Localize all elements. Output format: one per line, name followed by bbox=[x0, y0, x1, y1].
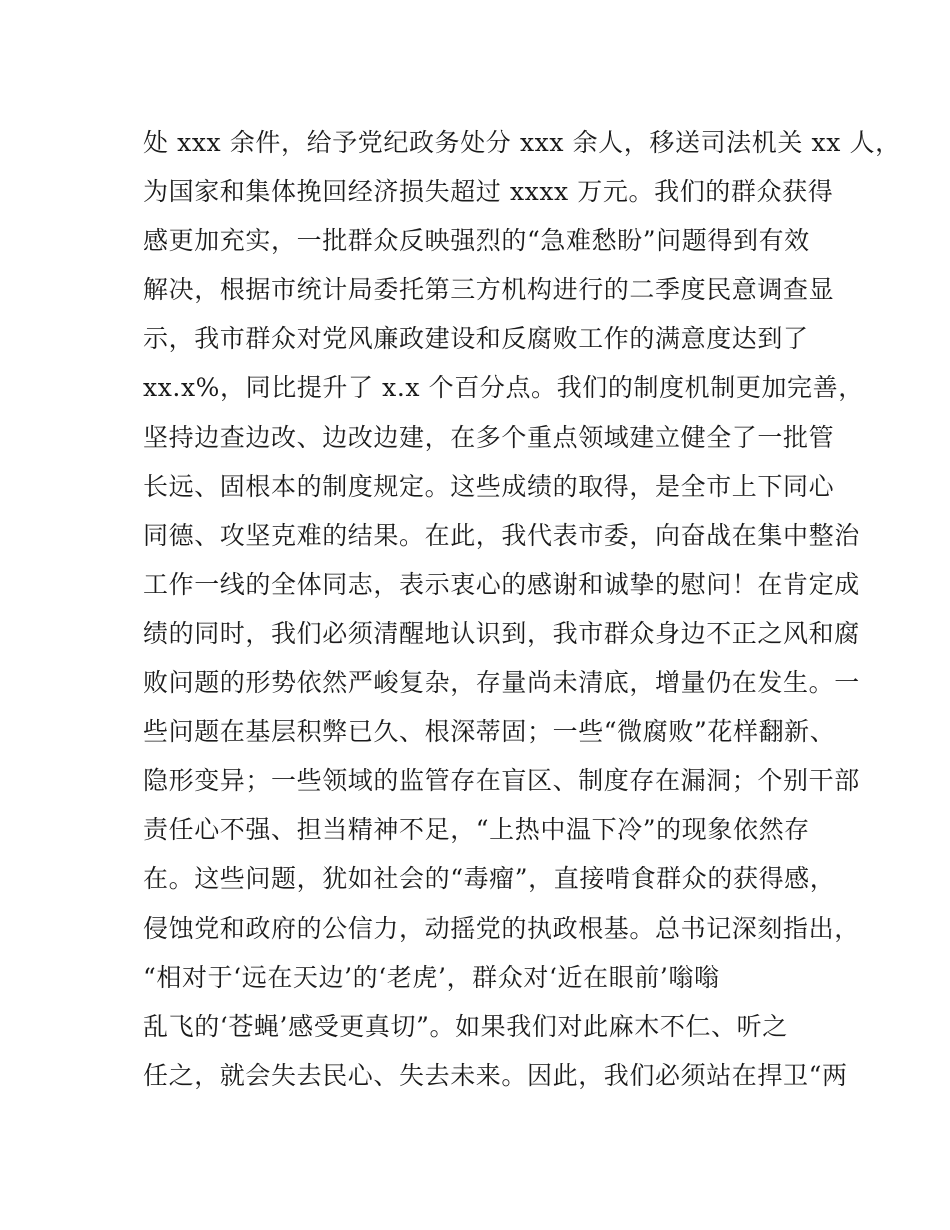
text-line: 解决，根据市统计局委托第三方机构进行的二季度民意调查显 bbox=[143, 275, 835, 305]
text-line: 绩的同时，我们必须清醒地认识到，我市群众身边不正之风和腐 bbox=[143, 618, 860, 648]
text-line: 在。这些问题，犹如社会的“毒瘤”，直接啃食群众的获得感， bbox=[143, 864, 836, 894]
text-line: 坚持边查边改、边改边建，在多个重点领域建立健全了一批管 bbox=[143, 422, 835, 452]
text-line: 同德、攻坚克难的结果。在此，我代表市委，向奋战在集中整治 bbox=[143, 520, 860, 550]
text-line: 败问题的形势依然严峻复杂，存量尚未清底，增量仍在发生。一 bbox=[143, 668, 860, 698]
text-line: 责任心不强、担当精神不足，“上热中温下冷”的现象依然存 bbox=[143, 815, 810, 845]
text-line: 长远、固根本的制度规定。这些成绩的取得，是全市上下同心 bbox=[143, 471, 835, 501]
text-line: 任之，就会失去民心、失去未来。因此，我们必须站在捍卫“两 bbox=[143, 1060, 848, 1090]
text-line: 工作一线的全体同志，表示衷心的感谢和诚挚的慰问！在肯定成 bbox=[143, 569, 860, 599]
text-line: 感更加充实，一批群众反映强烈的“急难愁盼”问题得到有效 bbox=[143, 226, 810, 256]
text-line: 处 xxx 余件，给予党纪政务处分 xxx 余人，移送司法机关 xx 人， bbox=[143, 128, 901, 157]
text-line: xx.x%，同比提升了 x.x 个百分点。我们的制度机制更加完善， bbox=[143, 373, 864, 403]
text-line: 些问题在基层积弊已久、根深蒂固；一些“微腐败”花样翻新、 bbox=[143, 717, 836, 747]
text-line: 示，我市群众对党风廉政建设和反腐败工作的满意度达到了 bbox=[143, 324, 809, 354]
text-line: 隐形变异；一些领域的监管存在盲区、制度存在漏洞；个别干部 bbox=[143, 766, 860, 796]
body-text bbox=[143, 118, 901, 1100]
text-line: “相对于‘远在天边’的‘老虎’，群众对‘近在眼前’嗡嗡 bbox=[143, 962, 720, 992]
text-line: 侵蚀党和政府的公信力，动摇党的执政根基。总书记深刻指出， bbox=[143, 913, 860, 943]
text-line: 乱飞的‘苍蝇’感受更真切”。如果我们对此麻木不仁、听之 bbox=[143, 1011, 788, 1041]
text-line: 为国家和集体挽回经济损失超过 xxxx 万元。我们的群众获得 bbox=[143, 177, 834, 207]
